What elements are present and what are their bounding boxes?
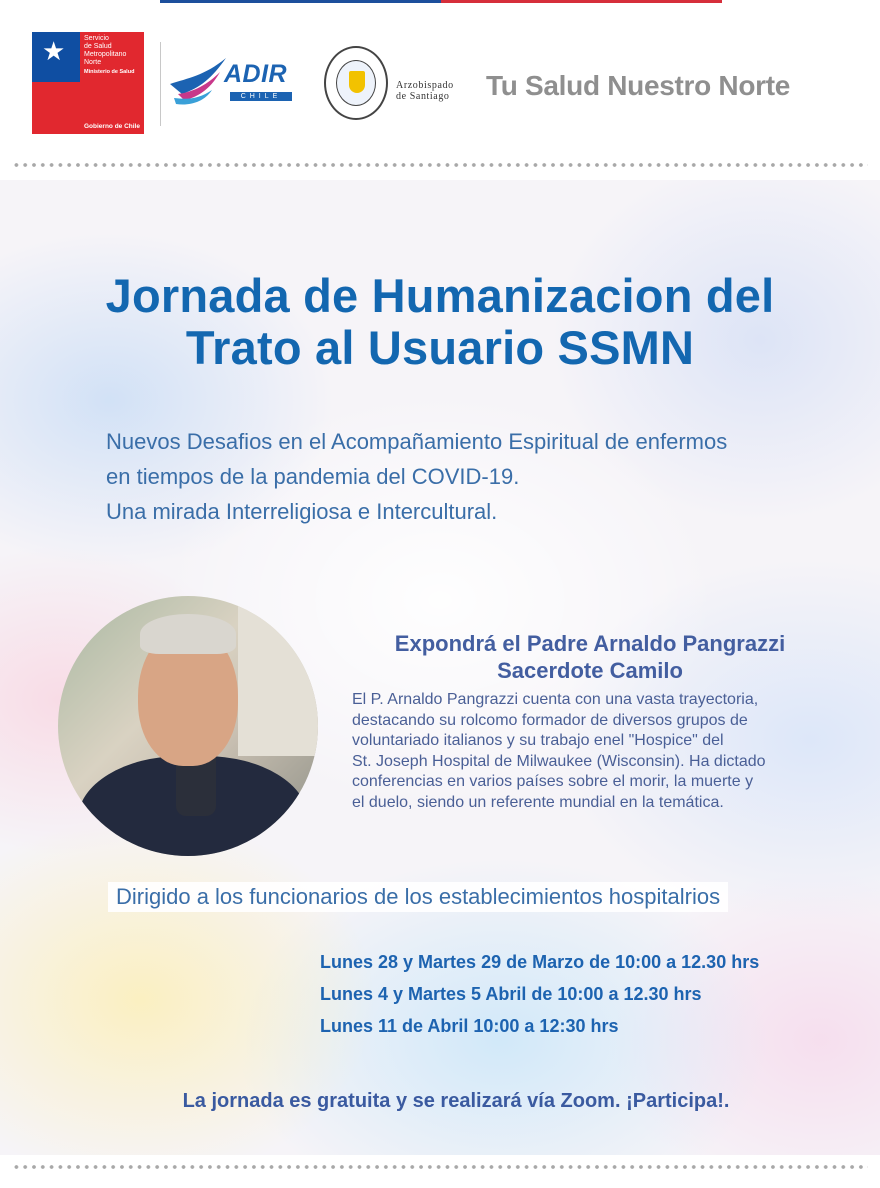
subtitle-line: en tiempos de la pandemia del COVID-19.: [106, 464, 520, 489]
bird-icon: [168, 54, 228, 110]
bio-line: El P. Arnaldo Pangrazzi cuenta con una vasta trayectoria,: [352, 691, 759, 708]
subtitle-line: Una mirada Interreligiosa e Intercultural.: [106, 499, 498, 524]
ministry-label: Ministerio de Salud: [84, 69, 135, 75]
bio-line: destacando su rolcomo formador de diversos grupos de: [352, 711, 748, 729]
speaker-heading: [330, 630, 850, 684]
dotted-divider: [12, 162, 868, 168]
audience-banner: Dirigido a los funcionarios de los establecimientos hospitalrios: [108, 882, 728, 912]
speaker-role: Sacerdote Camilo: [497, 658, 683, 683]
speaker-bio: [352, 690, 832, 813]
adir-country-label: CHILE: [230, 92, 292, 101]
adir-logo: [168, 54, 296, 112]
gobierno-de-chile-logo: [32, 32, 144, 134]
service-name-line: de Salud: [84, 43, 112, 50]
service-name-line: Metropolitano: [84, 51, 127, 58]
event-title: [0, 270, 880, 374]
header: [0, 0, 880, 165]
schedule-list: [320, 946, 759, 1042]
bio-line: voluntariado italianos y su trabajo enel "Hospice" del: [352, 732, 724, 749]
arzobispado-line1: Arzobispado: [396, 80, 454, 91]
event-subtitle: [106, 424, 846, 529]
bio-line: St. Joseph Hospital de Milwaukee (Wisconsin). Ha dictado: [352, 752, 766, 770]
arzobispado-line2: de Santiago: [396, 91, 450, 102]
star-icon: ★: [42, 36, 66, 66]
service-name-line: Servicio: [84, 35, 109, 42]
dotted-divider: [12, 1164, 868, 1170]
arzobispado-seal-icon: [324, 46, 388, 120]
schedule-item: Lunes 11 de Abril 10:00 a 12:30 hrs: [320, 1016, 619, 1036]
tagline: Tu Salud Nuestro Norte: [486, 70, 791, 101]
subtitle-line: Nuevos Desafios en el Acompañamiento Espiritual de enfermos: [106, 429, 728, 454]
speaker-photo: [58, 596, 318, 856]
service-name-line: Norte: [84, 59, 102, 66]
footer-call-to-action: La jornada es gratuita y se realizará vía Zoom. ¡Participa!.: [182, 1090, 730, 1112]
schedule-item: Lunes 4 y Martes 5 Abril de 10:00 a 12.30 hrs: [320, 984, 702, 1004]
event-title-line: Jornada de Humanizacion del: [105, 269, 775, 322]
bio-line: el duelo, siendo un referente mundial en la temática.: [352, 793, 724, 811]
speaker-name: Expondrá el Padre Arnaldo Pangrazzi: [394, 631, 786, 656]
government-label: Gobierno de Chile: [84, 123, 140, 130]
bio-line: conferencias en varios países sobre el morir, la muerte y: [352, 773, 754, 790]
schedule-item: Lunes 28 y Martes 29 de Marzo de 10:00 a 12.30 hrs: [320, 952, 760, 972]
logo-divider: [160, 42, 161, 126]
event-title-line: Trato al Usuario SSMN: [185, 321, 695, 374]
arzobispado-label: [396, 80, 454, 102]
adir-wordmark: ADIR: [224, 60, 288, 88]
